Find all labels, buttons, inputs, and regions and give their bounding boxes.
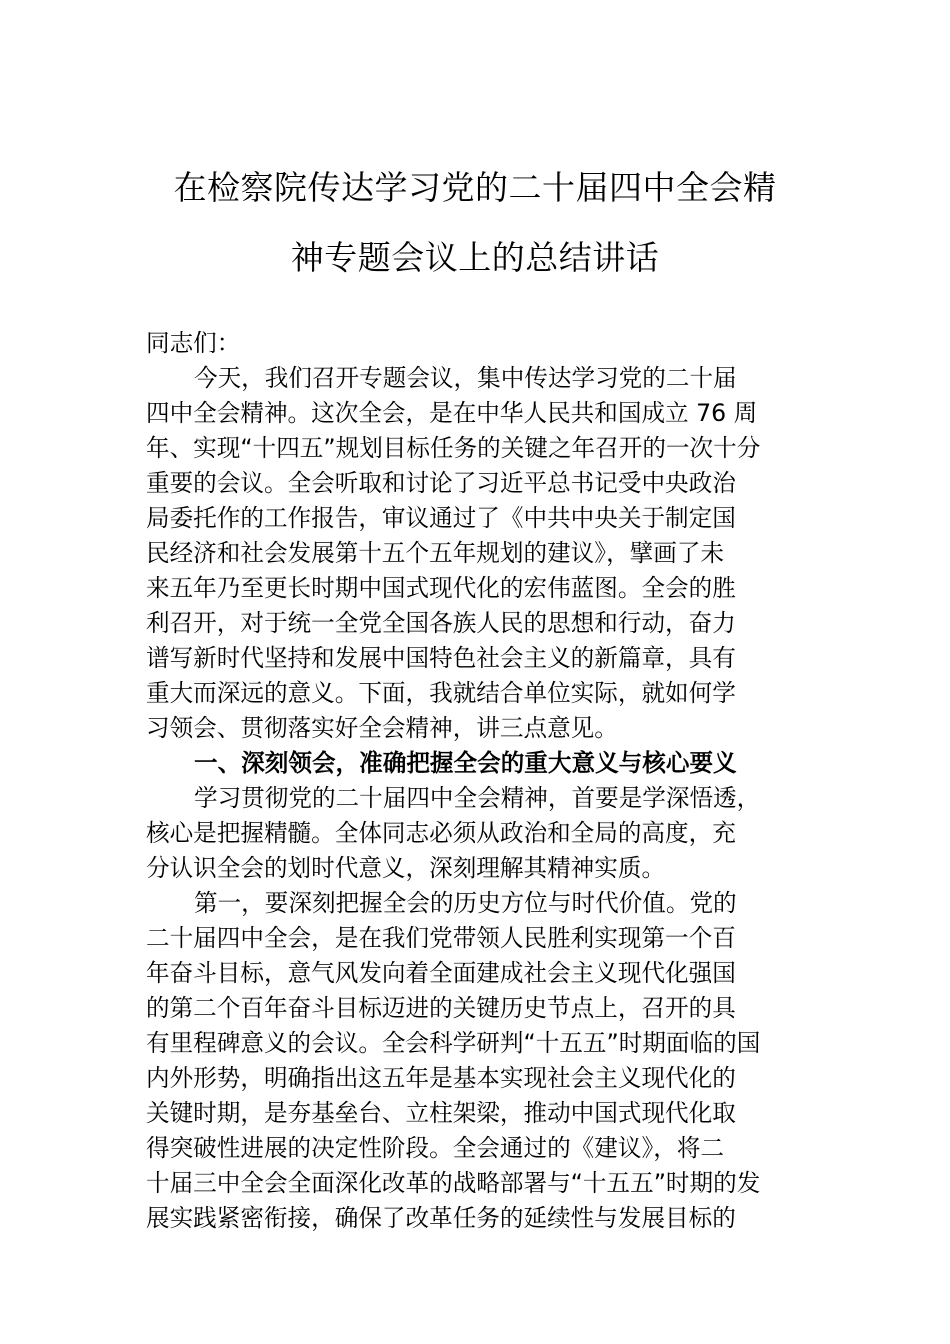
- body-line: 重大而深远的意义。下面，我就结合单位实际，就如何学: [146, 679, 736, 707]
- body-line: 第一，要深刻把握全会的历史方位与时代价值。党的: [194, 889, 737, 917]
- body-line: 民经济和社会发展第十五个五年规划的建议》，擘画了未: [146, 539, 725, 567]
- body-line: 谱写新时代坚持和发展中国特色社会主义的新篇章，具有: [146, 644, 736, 672]
- body-line: 核心是把握精髓。全体同志必须从政治和全局的高度，充: [146, 819, 736, 847]
- body-line: 二十届四中全会，是在我们党带领人民胜利实现第一个百: [146, 924, 736, 952]
- salutation: 同志们：: [146, 329, 241, 357]
- body-line: 年、实现“十四五”规划目标任务的关键之年召开的一次十分: [146, 434, 761, 462]
- body-line: 学习贯彻党的二十届四中全会精神，首要是学深悟透，: [194, 784, 761, 812]
- body-line: 有里程碑意义的会议。全会科学研判“十五五”时期面临的国: [146, 1029, 761, 1057]
- body-line: 年奋斗目标，意气风发向着全面建成社会主义现代化强国: [146, 959, 736, 987]
- body-line: 今天，我们召开专题会议，集中传达学习党的二十届: [194, 364, 737, 392]
- body-line: 利召开，对于统一全党全国各族人民的思想和行动，奋力: [146, 609, 736, 637]
- document-title-line-2: 神专题会议上的总结讲话: [290, 238, 660, 277]
- body-line: 习领会、贯彻落实好全会精神，讲三点意见。: [146, 714, 618, 742]
- section-heading: 一、深刻领会，准确把握全会的重大意义与核心要义: [194, 749, 737, 777]
- body-line: 的第二个百年奋斗目标迈进的关键历史节点上，召开的具: [146, 994, 736, 1022]
- body-line: 关键时期，是夯基垒台、立柱架梁，推动中国式现代化取: [146, 1099, 736, 1127]
- body-line: 四中全会精神。这次全会，是在中华人民共和国成立 76 周: [146, 399, 758, 427]
- body-line: 展实践紧密衔接，确保了改革任务的延续性与发展目标的: [146, 1204, 736, 1232]
- body-line: 内外形势，明确指出这五年是基本实现社会主义现代化的: [146, 1064, 736, 1092]
- document-title-line-1: 在检察院传达学习党的二十届四中全会精: [173, 168, 777, 207]
- body-line: 局委托作的工作报告，审议通过了《中共中央关于制定国: [146, 504, 736, 532]
- body-line: 来五年乃至更长时期中国式现代化的宏伟蓝图。全会的胜: [146, 574, 736, 602]
- body-line: 得突破性进展的决定性阶段。全会通过的《建议》，将二: [146, 1134, 725, 1162]
- body-line: 分认识全会的划时代意义，深刻理解其精神实质。: [146, 854, 666, 882]
- body-line: 十届三中全会全面深化改革的战略部署与“十五五”时期的发: [146, 1169, 761, 1197]
- body-line: 重要的会议。全会听取和讨论了习近平总书记受中央政治: [146, 469, 736, 497]
